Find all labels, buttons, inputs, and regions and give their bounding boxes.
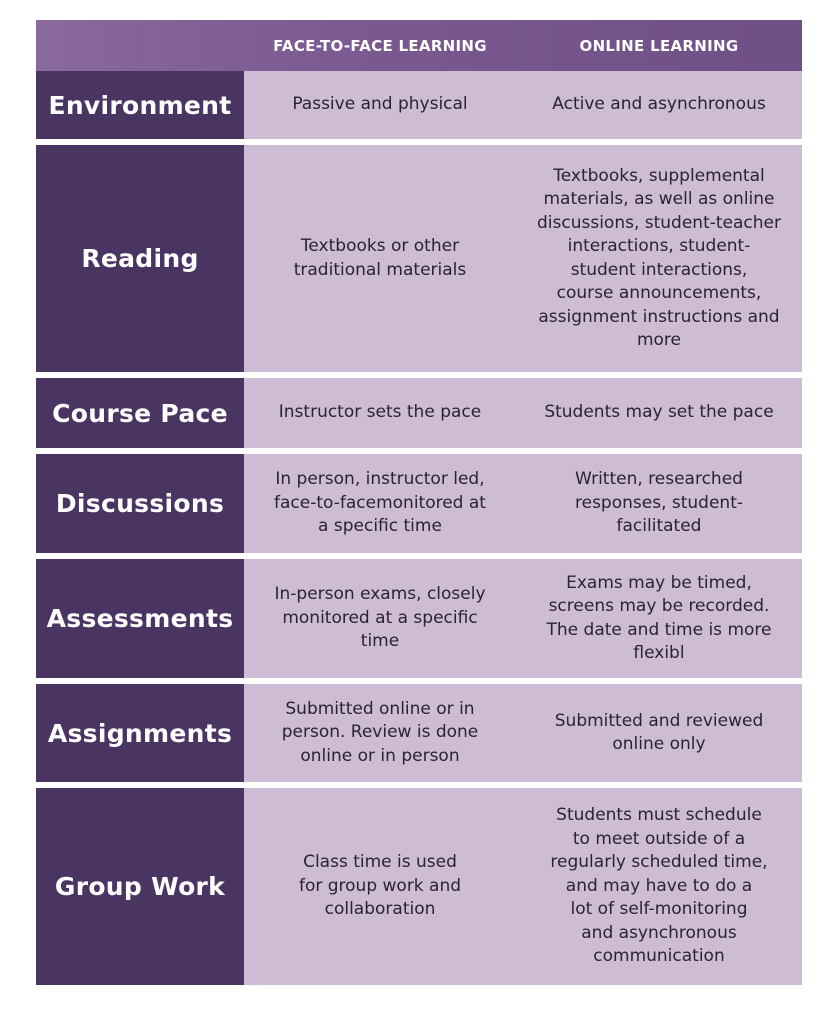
face-to-face-cell: Textbooks or other traditional materials [244, 145, 516, 372]
table-row [36, 559, 802, 678]
table-row [36, 378, 802, 448]
row-label: Environment [36, 71, 244, 139]
row-label: Assignments [36, 684, 244, 782]
online-cell: Students must schedule to meet outside of a regularly scheduled time, and may have to do a lot of self-monitoring and asynchronous communication [516, 788, 802, 985]
online-cell: Active and asynchronous [516, 71, 802, 139]
face-to-face-cell: Class time is used for group work and collaboration [244, 788, 516, 985]
online-cell: Textbooks, supplemental materials, as well as online discussions, student-teacher interactions, student- student interactions, course announcements, assignment instructions and more [516, 145, 802, 372]
row-label: Assessments [36, 559, 244, 678]
online-cell: Written, researched responses, student- facilitated [516, 454, 802, 553]
table-row [36, 684, 802, 782]
row-label: Course Pace [36, 378, 244, 448]
row-label: Discussions [36, 454, 244, 553]
table-row [36, 454, 802, 553]
online-cell: Submitted and reviewed online only [516, 684, 802, 782]
online-cell: Exams may be timed, screens may be recorded. The date and time is more flexibl [516, 559, 802, 678]
row-label: Reading [36, 145, 244, 372]
online-cell: Students may set the pace [516, 378, 802, 448]
face-to-face-cell: Instructor sets the pace [244, 378, 516, 448]
comparison-table [36, 20, 802, 985]
header-face-to-face: FACE-TO-FACE LEARNING [273, 36, 487, 55]
table-row [36, 788, 802, 985]
table-row [36, 71, 802, 139]
face-to-face-cell: In person, instructor led, face-to-facemonitored at a specific time [244, 454, 516, 553]
face-to-face-cell: Submitted online or in person. Review is done online or in person [244, 684, 516, 782]
header-online: ONLINE LEARNING [579, 36, 739, 55]
header-corner [36, 20, 244, 71]
table-row [36, 145, 802, 372]
face-to-face-cell: Passive and physical [244, 71, 516, 139]
table-header [36, 20, 802, 71]
face-to-face-cell: In-person exams, closely monitored at a specific time [244, 559, 516, 678]
row-label: Group Work [36, 788, 244, 985]
